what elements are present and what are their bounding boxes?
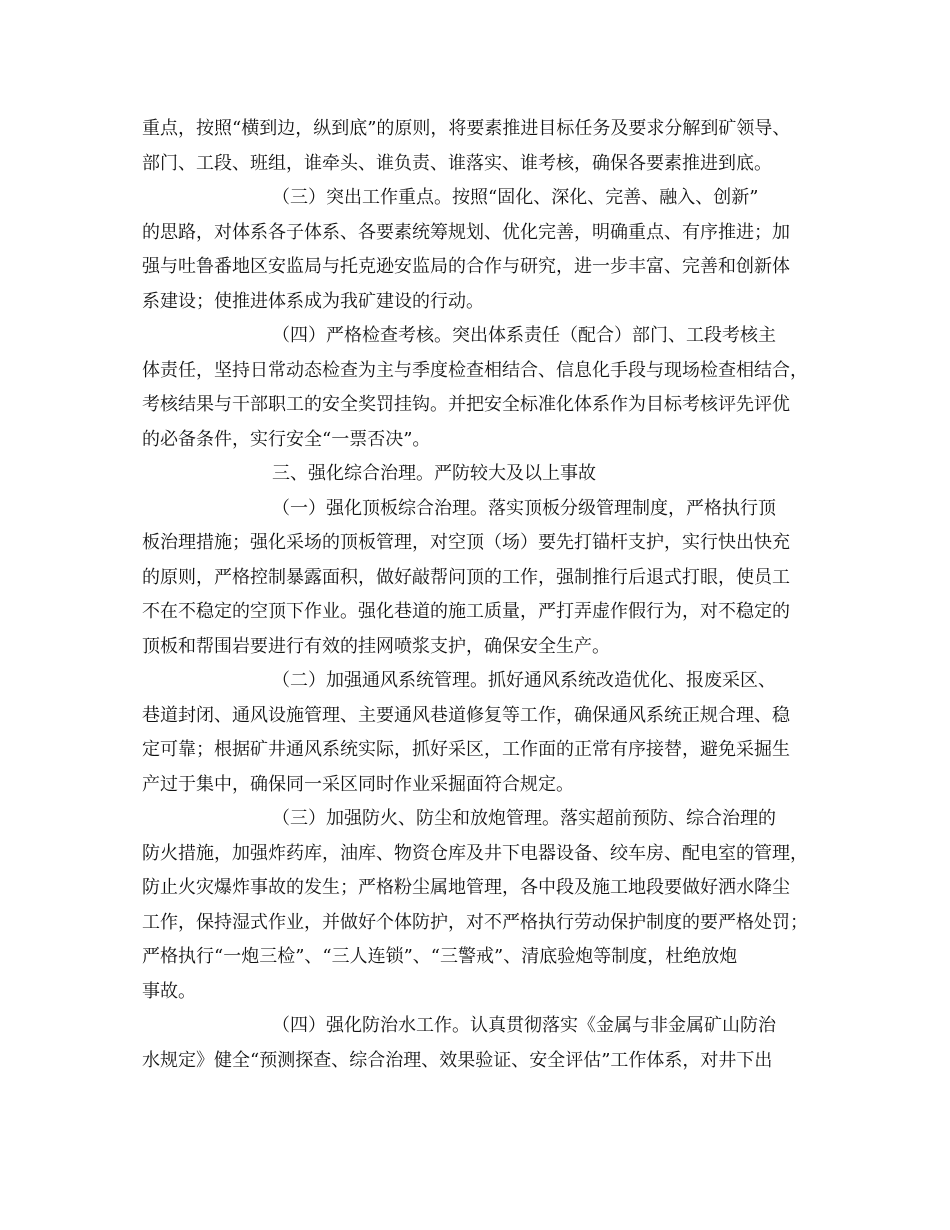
text-line: 顶板和帮围岩要进行有效的挂网喷浆支护，确保安全生产。: [142, 635, 610, 657]
text-line: 考核结果与干部职工的安全奖罚挂钩。并把安全标准化体系作为目标考核评先评优: [142, 394, 790, 415]
text-line: 的思路，对体系各子体系、各要素统筹规划、优化完善，明确重点、有序推进；加: [142, 221, 790, 243]
document-body: [142, 112, 812, 1078]
text-line: （四）严格检查考核。突出体系责任（配合）部门、工段考核主: [272, 325, 776, 346]
text-line: 体责任，坚持日常动态检查为主与季度检查相结合、信息化手段与现场检查相结合，: [142, 359, 808, 381]
text-line: 巷道封闭、通风设施管理、主要通风巷道修复等工作，确保通风系统正规合理、稳: [142, 704, 790, 726]
text-line: （三）突出工作重点。按照“固化、深化、完善、融入、创新”: [272, 187, 759, 208]
text-line: 不在不稳定的空顶下作业。强化巷道的施工质量，严打弄虚作假行为，对不稳定的: [142, 601, 790, 622]
text-line: 防火措施，加强炸药库，油库、物资仓库及井下电器设备、绞车房、配电室的管理，: [142, 842, 808, 864]
text-line: 强与吐鲁番地区安监局与托克逊安监局的合作与研究，进一步丰富、完善和创新体: [142, 256, 790, 277]
text-line: 的原则，严格控制暴露面积，做好敲帮问顶的工作，强制推行后退式打眼，使员工: [142, 566, 790, 588]
text-line: （四）强化防治水工作。认真贯彻落实《金属与非金属矿山防治: [272, 1015, 776, 1036]
text-line: （二）加强通风系统管理。抓好通风系统改造优化、报废采区、: [272, 670, 776, 691]
text-line: 严格执行“一炮三检”、“三人连锁”、“三警戒”、清底验炮等制度，杜绝放炮: [142, 946, 738, 967]
text-line: 定可靠；根据矿井通风系统实际，抓好采区，工作面的正常有序接替，避免采掘生: [142, 739, 790, 760]
text-line: 重点，按照“横到边，纵到底”的原则，将要素推进目标任务及要求分解到矿领导、: [142, 118, 791, 139]
text-line: （三）加强防火、防尘和放炮管理。落实超前预防、综合治理的: [272, 808, 776, 829]
text-line: 产过于集中，确保同一采区同时作业采掘面符合规定。: [142, 773, 574, 795]
section-heading: 三、强化综合治理。严防较大及以上事故: [272, 463, 596, 484]
text-line: 事故。: [142, 980, 196, 1002]
text-line: 水规定》健全“预测探查、综合治理、效果验证、安全评估”工作体系，对井下出: [142, 1049, 773, 1071]
text-line: 板治理措施；强化采场的顶板管理，对空顶（场）要先打锚杆支护，实行快出快充: [142, 532, 790, 553]
text-line: 防止火灾爆炸事故的发生；严格粉尘属地管理，各中段及施工地段要做好洒水降尘: [142, 877, 790, 898]
text-line: 系建设；使推进体系成为我矿建设的行动。: [142, 290, 484, 312]
text-line: 工作，保持湿式作业，并做好个体防护，对不严格执行劳动保护制度的要严格处罚；: [142, 911, 808, 933]
text-line: 部门、工段、班组，谁牵头、谁负责、谁落实、谁考核，确保各要素推进到底。: [142, 152, 772, 174]
text-line: （一）强化顶板综合治理。落实顶板分级管理制度，严格执行顶: [272, 497, 776, 519]
text-line: 的必备条件，实行安全“一票否决”。: [142, 428, 431, 450]
